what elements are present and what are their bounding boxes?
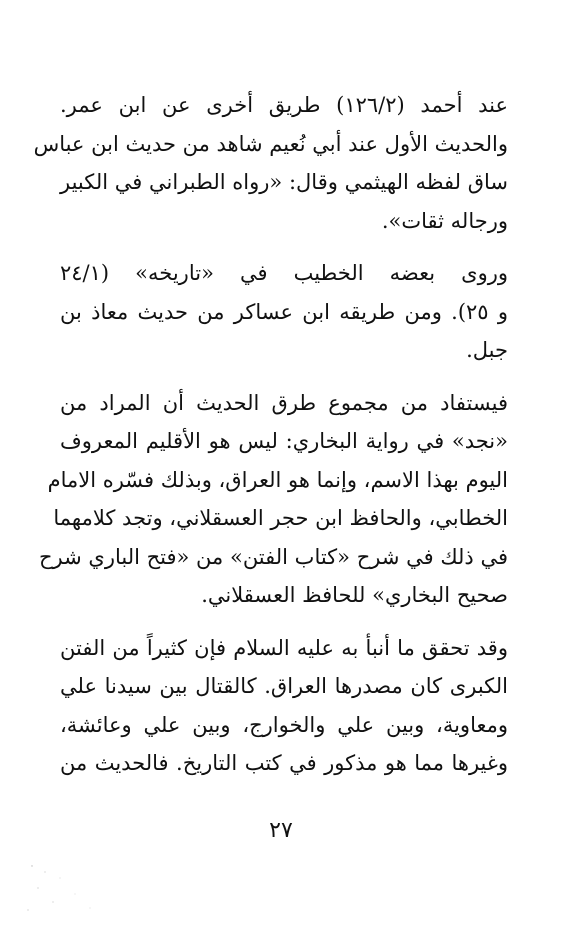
text-line: ساق لفظه الهيثمي وقال: «رواه الطبراني في الكبير — [60, 170, 508, 194]
text-line: اليوم بهذا الاسم، وإنما هو العراق، وبذلك فسّره الامام — [47, 467, 508, 492]
paragraph-2 — [60, 254, 508, 370]
text-line: عند أحمد (١٢٦/٢) طريق أخرى عن ابن عمر. — [60, 93, 508, 117]
text-line: الخطابي، والحافظ ابن حجر العسقلاني، وتجد كلامهما — [53, 506, 508, 530]
text-line: و ٢٥). ومن طريقه ابن عساكر من حديث معاذ بن — [60, 299, 508, 324]
scan-noise — [20, 858, 120, 918]
page-number: ٢٧ — [269, 818, 293, 843]
text-line: ورجاله ثقات». — [381, 208, 508, 233]
page-body — [33, 86, 508, 797]
text-line: وقد تحقق ما أنبأ به عليه السلام فإن كثيراً من الفتن — [60, 635, 508, 660]
text-line: فيستفاد من مجموع طرق الحديث أن المراد من — [60, 390, 508, 415]
text-line: «نجد» في رواية البخاري: ليس هو الأقليم المعروف — [60, 429, 508, 453]
text-line: وروى بعضه الخطيب في «تاريخه» (٢٤/١ — [60, 261, 508, 285]
text-line: في ذلك في شرح «كتاب الفتن» من «فتح الباري شرح — [38, 544, 508, 569]
text-line: الكبرى كان مصدرها العراق. كالقتال بين سيدنا علي — [60, 674, 508, 698]
text-line: صحيح البخاري» للحافظ العسقلاني. — [201, 583, 508, 607]
text-line: وغيرها مما هو مذكور في كتب التاريخ. فالحديث من — [60, 751, 508, 775]
text-line: جبل. — [466, 338, 508, 362]
text-line: ومعاوية، وبين علي والخوارج، وبين علي وعائشة، — [60, 712, 508, 737]
paragraph-1 — [33, 86, 508, 240]
paragraph-4 — [60, 629, 508, 783]
paragraph-3 — [38, 384, 508, 615]
text-line: والحديث الأول عند أبي نُعيم شاهد من حديث ابن عباس — [33, 131, 508, 156]
